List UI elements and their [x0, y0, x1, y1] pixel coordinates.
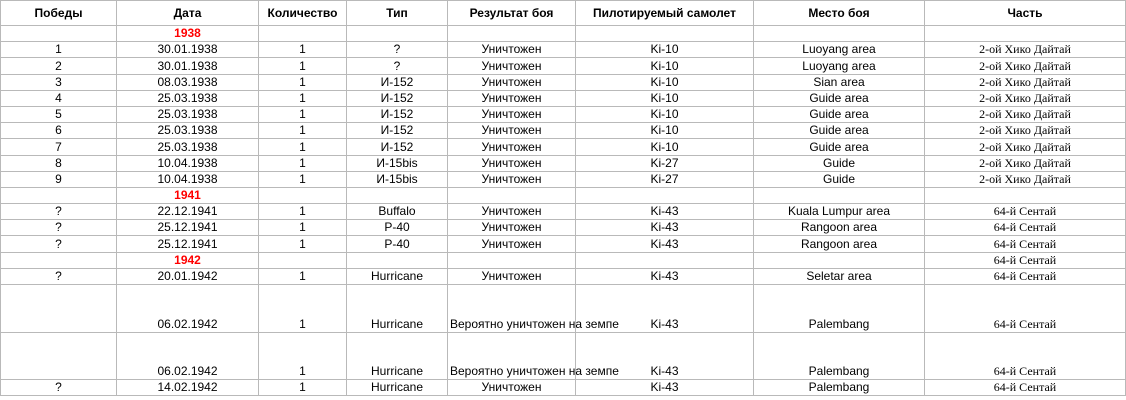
- count-cell: 1: [259, 74, 347, 90]
- empty-cell: [925, 187, 1126, 203]
- table-row: [1, 139, 1126, 155]
- location-cell: Guide area: [754, 90, 925, 106]
- type-cell: И-152: [347, 123, 448, 139]
- victory-cell: 7: [1, 139, 117, 155]
- col-header-date: Дата: [117, 1, 259, 26]
- date-cell: 06.02.1942: [117, 332, 259, 380]
- type-cell: Hurricane: [347, 380, 448, 396]
- col-header-result: Результат боя: [448, 1, 576, 26]
- location-cell: Guide area: [754, 123, 925, 139]
- location-cell: Luoyang area: [754, 42, 925, 58]
- date-cell: 30.01.1938: [117, 58, 259, 74]
- year-separator-row: [1, 26, 1126, 42]
- col-header-victories: Победы: [1, 1, 117, 26]
- unit-cell: 2-ой Хико Дайтай: [925, 123, 1126, 139]
- date-cell: 30.01.1938: [117, 42, 259, 58]
- type-cell: ?: [347, 42, 448, 58]
- col-header-location: Место боя: [754, 1, 925, 26]
- count-cell: 1: [259, 90, 347, 106]
- date-cell: 25.12.1941: [117, 236, 259, 252]
- count-cell: 1: [259, 236, 347, 252]
- type-cell: Hurricane: [347, 268, 448, 284]
- year-separator-row: [1, 252, 1126, 268]
- empty-cell: [754, 187, 925, 203]
- date-cell: 25.03.1938: [117, 90, 259, 106]
- date-cell: 10.04.1938: [117, 155, 259, 171]
- victory-cell: ?: [1, 380, 117, 396]
- location-cell: Guide: [754, 171, 925, 187]
- empty-cell: [1, 26, 117, 42]
- date-cell: 06.02.1942: [117, 285, 259, 333]
- victory-cell: 2: [1, 58, 117, 74]
- table-row: [1, 58, 1126, 74]
- col-header-aircraft: Пилотируемый самолет: [576, 1, 754, 26]
- count-cell: 1: [259, 285, 347, 333]
- empty-cell: [754, 252, 925, 268]
- aircraft-cell: Ki-27: [576, 171, 754, 187]
- empty-cell: [576, 26, 754, 42]
- count-cell: 1: [259, 139, 347, 155]
- type-cell: P-40: [347, 220, 448, 236]
- location-cell: Seletar area: [754, 268, 925, 284]
- victory-cell: 1: [1, 42, 117, 58]
- year-label: 1938: [117, 26, 259, 42]
- col-header-type: Тип: [347, 1, 448, 26]
- aircraft-cell: Ki-27: [576, 155, 754, 171]
- unit-cell: 64-й Сентай: [925, 204, 1126, 220]
- victory-cell: 8: [1, 155, 117, 171]
- victory-cell: 9: [1, 171, 117, 187]
- table-body: [1, 26, 1126, 396]
- result-cell: Уничтожен: [448, 380, 576, 396]
- count-cell: 1: [259, 171, 347, 187]
- victory-cell: [1, 332, 117, 380]
- result-cell: Уничтожен: [448, 171, 576, 187]
- count-cell: 1: [259, 42, 347, 58]
- result-cell: Уничтожен: [448, 204, 576, 220]
- date-cell: 08.03.1938: [117, 74, 259, 90]
- year-label: 1941: [117, 187, 259, 203]
- unit-cell: 64-й Сентай: [925, 285, 1126, 333]
- col-header-unit: Часть: [925, 1, 1126, 26]
- count-cell: 1: [259, 380, 347, 396]
- unit-cell: 64-й Сентай: [925, 236, 1126, 252]
- empty-cell: [576, 187, 754, 203]
- location-cell: Rangoon area: [754, 236, 925, 252]
- unit-cell: 2-ой Хико Дайтай: [925, 106, 1126, 122]
- result-cell: Уничтожен: [448, 268, 576, 284]
- table-row: [1, 204, 1126, 220]
- victory-cell: ?: [1, 268, 117, 284]
- date-cell: 20.01.1942: [117, 268, 259, 284]
- year-label: 1942: [117, 252, 259, 268]
- victory-cell: ?: [1, 204, 117, 220]
- date-cell: 25.12.1941: [117, 220, 259, 236]
- unit-cell: 64-й Сентай: [925, 380, 1126, 396]
- table-row: [1, 380, 1126, 396]
- victory-cell: 4: [1, 90, 117, 106]
- unit-cell: 64-й Сентай: [925, 252, 1126, 268]
- date-cell: 10.04.1938: [117, 171, 259, 187]
- location-cell: Guide: [754, 155, 925, 171]
- aircraft-cell: Ki-43: [576, 220, 754, 236]
- result-cell: Уничтожен: [448, 106, 576, 122]
- empty-cell: [347, 187, 448, 203]
- location-cell: Palembang: [754, 380, 925, 396]
- count-cell: 1: [259, 220, 347, 236]
- table-row: [1, 332, 1126, 380]
- aircraft-cell: Ki-43: [576, 285, 754, 333]
- table-row: [1, 123, 1126, 139]
- type-cell: Buffalo: [347, 204, 448, 220]
- unit-cell: 2-ой Хико Дайтай: [925, 139, 1126, 155]
- unit-cell: 64-й Сентай: [925, 220, 1126, 236]
- location-cell: Kuala Lumpur area: [754, 204, 925, 220]
- location-cell: Luoyang area: [754, 58, 925, 74]
- aircraft-cell: Ki-10: [576, 42, 754, 58]
- empty-cell: [448, 26, 576, 42]
- aircraft-cell: Ki-43: [576, 380, 754, 396]
- unit-cell: 2-ой Хико Дайтай: [925, 58, 1126, 74]
- table-row: [1, 90, 1126, 106]
- result-cell: Уничтожен: [448, 139, 576, 155]
- location-cell: Guide area: [754, 106, 925, 122]
- aircraft-cell: Ki-43: [576, 332, 754, 380]
- date-cell: 22.12.1941: [117, 204, 259, 220]
- table-row: [1, 42, 1126, 58]
- empty-cell: [754, 26, 925, 42]
- type-cell: И-152: [347, 90, 448, 106]
- count-cell: 1: [259, 155, 347, 171]
- date-cell: 25.03.1938: [117, 139, 259, 155]
- aircraft-cell: Ki-10: [576, 90, 754, 106]
- empty-cell: [259, 252, 347, 268]
- empty-cell: [448, 252, 576, 268]
- result-cell: Уничтожен: [448, 42, 576, 58]
- empty-cell: [1, 187, 117, 203]
- type-cell: Hurricane: [347, 285, 448, 333]
- table-row: [1, 171, 1126, 187]
- unit-cell: 64-й Сентай: [925, 268, 1126, 284]
- aircraft-cell: Ki-10: [576, 106, 754, 122]
- count-cell: 1: [259, 106, 347, 122]
- type-cell: И-15bis: [347, 171, 448, 187]
- year-separator-row: [1, 187, 1126, 203]
- table-row: [1, 220, 1126, 236]
- date-cell: 14.02.1942: [117, 380, 259, 396]
- header-row: [1, 1, 1126, 26]
- unit-cell: 2-ой Хико Дайтай: [925, 171, 1126, 187]
- unit-cell: 2-ой Хико Дайтай: [925, 90, 1126, 106]
- result-cell: Уничтожен: [448, 90, 576, 106]
- table-row: [1, 236, 1126, 252]
- result-cell: Уничтожен: [448, 58, 576, 74]
- result-cell: Уничтожен: [448, 123, 576, 139]
- location-cell: Palembang: [754, 285, 925, 333]
- type-cell: И-15bis: [347, 155, 448, 171]
- result-cell: Вероятно уничтожен на земпе: [448, 332, 576, 380]
- result-cell: Вероятно уничтожен на земпе: [448, 285, 576, 333]
- empty-cell: [347, 26, 448, 42]
- count-cell: 1: [259, 58, 347, 74]
- count-cell: 1: [259, 268, 347, 284]
- location-cell: Sian area: [754, 74, 925, 90]
- victory-cell: 6: [1, 123, 117, 139]
- location-cell: Rangoon area: [754, 220, 925, 236]
- table-row: [1, 155, 1126, 171]
- victory-cell: [1, 285, 117, 333]
- table-row: [1, 106, 1126, 122]
- type-cell: И-152: [347, 74, 448, 90]
- count-cell: 1: [259, 332, 347, 380]
- date-cell: 25.03.1938: [117, 106, 259, 122]
- date-cell: 25.03.1938: [117, 123, 259, 139]
- count-cell: 1: [259, 123, 347, 139]
- unit-cell: 2-ой Хико Дайтай: [925, 74, 1126, 90]
- type-cell: ?: [347, 58, 448, 74]
- aircraft-cell: Ki-43: [576, 268, 754, 284]
- empty-cell: [259, 187, 347, 203]
- result-cell: Уничтожен: [448, 236, 576, 252]
- type-cell: Hurricane: [347, 332, 448, 380]
- count-cell: 1: [259, 204, 347, 220]
- unit-cell: 64-й Сентай: [925, 332, 1126, 380]
- victory-cell: ?: [1, 236, 117, 252]
- result-cell: Уничтожен: [448, 74, 576, 90]
- empty-cell: [576, 252, 754, 268]
- empty-cell: [259, 26, 347, 42]
- aircraft-cell: Ki-43: [576, 236, 754, 252]
- empty-cell: [448, 187, 576, 203]
- type-cell: И-152: [347, 106, 448, 122]
- type-cell: И-152: [347, 139, 448, 155]
- victory-cell: 3: [1, 74, 117, 90]
- location-cell: Guide area: [754, 139, 925, 155]
- aircraft-cell: Ki-10: [576, 139, 754, 155]
- unit-cell: 2-ой Хико Дайтай: [925, 42, 1126, 58]
- col-header-count: Количество: [259, 1, 347, 26]
- result-cell: Уничтожен: [448, 155, 576, 171]
- aircraft-cell: Ki-10: [576, 74, 754, 90]
- victory-cell: ?: [1, 220, 117, 236]
- empty-cell: [347, 252, 448, 268]
- table-row: [1, 74, 1126, 90]
- aircraft-cell: Ki-10: [576, 58, 754, 74]
- table-row: [1, 268, 1126, 284]
- aircraft-cell: Ki-43: [576, 204, 754, 220]
- empty-cell: [1, 252, 117, 268]
- type-cell: P-40: [347, 236, 448, 252]
- empty-cell: [925, 26, 1126, 42]
- result-cell: Уничтожен: [448, 220, 576, 236]
- table-row: [1, 285, 1126, 333]
- unit-cell: 2-ой Хико Дайтай: [925, 155, 1126, 171]
- location-cell: Palembang: [754, 332, 925, 380]
- victory-cell: 5: [1, 106, 117, 122]
- aircraft-cell: Ki-10: [576, 123, 754, 139]
